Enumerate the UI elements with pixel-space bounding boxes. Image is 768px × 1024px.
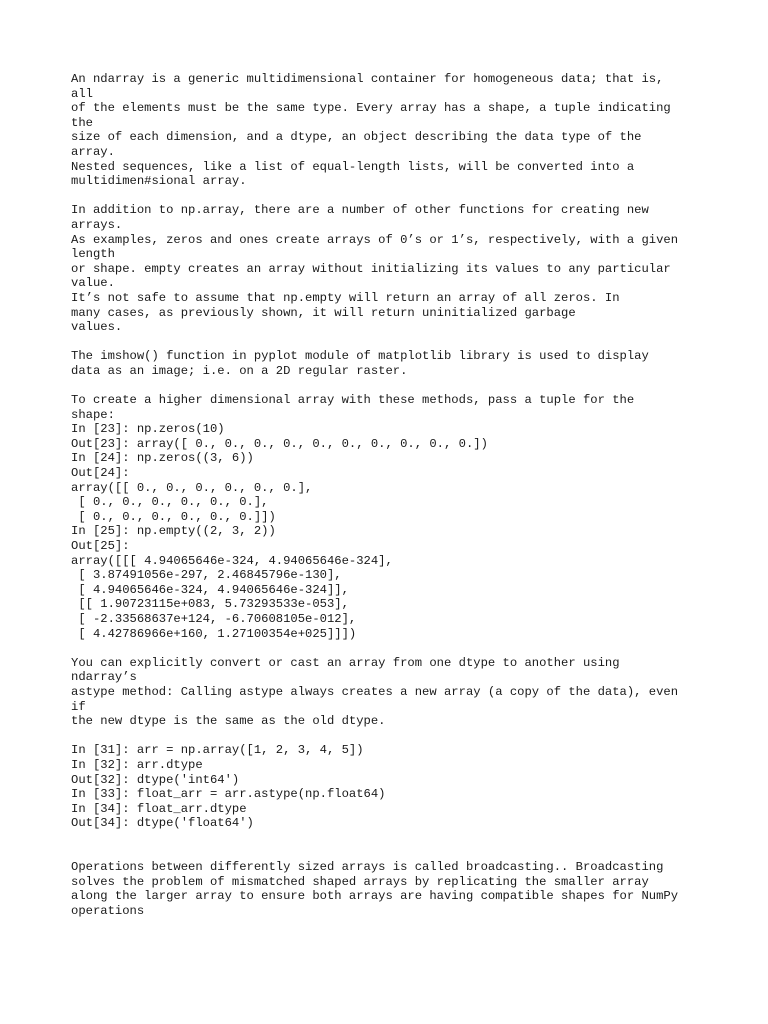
paragraph-higher-dim-example [71,393,711,641]
text-line: array([[ 0., 0., 0., 0., 0., 0.], [71,480,313,495]
text-line: In [25]: np.empty((2, 3, 2)) [71,524,276,539]
text-line: if [71,699,86,714]
text-line: In [33]: float_arr = arr.astype(np.float64) [71,787,386,802]
paragraph-spacer [71,845,711,860]
text-line: In addition to np.array, there are a number of other functions for creating new [71,203,649,218]
text-line: size of each dimension, and a dtype, an object describing the data type of the [71,130,642,145]
paragraph-spacer [71,729,711,744]
text-line: Out[32]: dtype('int64') [71,772,240,787]
text-line: In [32]: arr.dtype [71,757,203,772]
text-line: [ 0., 0., 0., 0., 0., 0.]]) [71,509,276,524]
text-line: [ 0., 0., 0., 0., 0., 0.], [71,495,269,510]
text-line: You can explicitly convert or cast an array from one dtype to another using [71,655,620,670]
text-line: Out[23]: array([ 0., 0., 0., 0., 0., 0., 0., 0., 0., 0.]) [71,436,488,451]
text-line: along the larger array to ensure both arrays are having compatible shapes for NumPy [71,889,679,904]
text-line: Out[24]: [71,466,130,481]
text-line: Operations between differently sized arrays is called broadcasting.. Broadcasting [71,860,664,875]
paragraph-broadcasting-note [71,860,711,918]
paragraph-spacer [71,641,711,656]
paragraph-spacer [71,378,711,393]
text-line: arrays. [71,217,123,232]
text-line: multidimen#sional array. [71,174,247,189]
text-line: Out[34]: dtype('float64') [71,816,254,831]
text-line: In [31]: arr = np.array([1, 2, 3, 4, 5]) [71,743,364,758]
text-line: [ 3.87491056e-297, 2.46845796e-130], [71,568,342,583]
text-line: value. [71,276,115,291]
text-line: [[ 1.90723115e+083, 5.73293533e-053], [71,597,349,612]
text-line: In [23]: np.zeros(10) [71,422,225,437]
paragraph-spacer [71,189,711,204]
text-line: In [24]: np.zeros((3, 6)) [71,451,254,466]
text-line: all [71,86,93,101]
paragraph-spacer [71,831,711,846]
text-line: the new dtype is the same as the old dtype. [71,714,386,729]
text-line: Out[25]: [71,539,130,553]
text-line: An ndarray is a generic multidimensional container for homogeneous data; that is, [71,72,664,86]
text-line: [ -2.33568637e+124, -6.70608105e-012], [71,611,357,626]
paragraph-astype-example [71,743,711,831]
paragraph-spacer [71,335,711,350]
text-line: of the elements must be the same type. Every array has a shape, a tuple indicating [71,101,671,116]
text-line: As examples, zeros and ones create arrays of 0’s or 1’s, respectively, with a given [71,232,679,247]
paragraph-creation-functions [71,203,711,334]
paragraph-imshow-note [71,349,711,378]
text-line: values. [71,320,123,335]
text-line: [ 4.94065646e-324, 4.94065646e-324]], [71,582,349,597]
text-line: astype method: Calling astype always creates a new array (a copy of the data), even [71,684,679,699]
text-line: solves the problem of mismatched shaped arrays by replicating the smaller array [71,874,649,889]
text-line: many cases, as previously shown, it will return uninitialized garbage [71,305,576,320]
text-line: shape: [71,407,115,422]
text-line: length [71,247,115,262]
text-line: To create a higher dimensional array with these methods, pass a tuple for the [71,393,635,408]
text-line: [ 4.42786966e+160, 1.27100354e+025]]]) [71,626,357,641]
text-line: array([[[ 4.94065646e-324, 4.94065646e-324], [71,553,393,568]
document-page [71,72,711,918]
paragraph-astype-note [71,656,711,729]
text-line: ndarray’s [71,670,137,685]
text-line: operations [71,903,145,918]
text-line: Nested sequences, like a list of equal-length lists, will be converted into a [71,159,635,174]
text-line: data as an image; i.e. on a 2D regular raster. [71,363,408,378]
text-line: array. [71,144,115,159]
text-line: or shape. empty creates an array without initializing its values to any particular [71,261,671,276]
paragraph-ndarray-intro [71,72,711,189]
text-line: The imshow() function in pyplot module of matplotlib library is used to display [71,349,649,364]
text-line: the [71,115,93,130]
text-line: It’s not safe to assume that np.empty will return an array of all zeros. In [71,290,620,305]
text-line: In [34]: float_arr.dtype [71,801,247,816]
